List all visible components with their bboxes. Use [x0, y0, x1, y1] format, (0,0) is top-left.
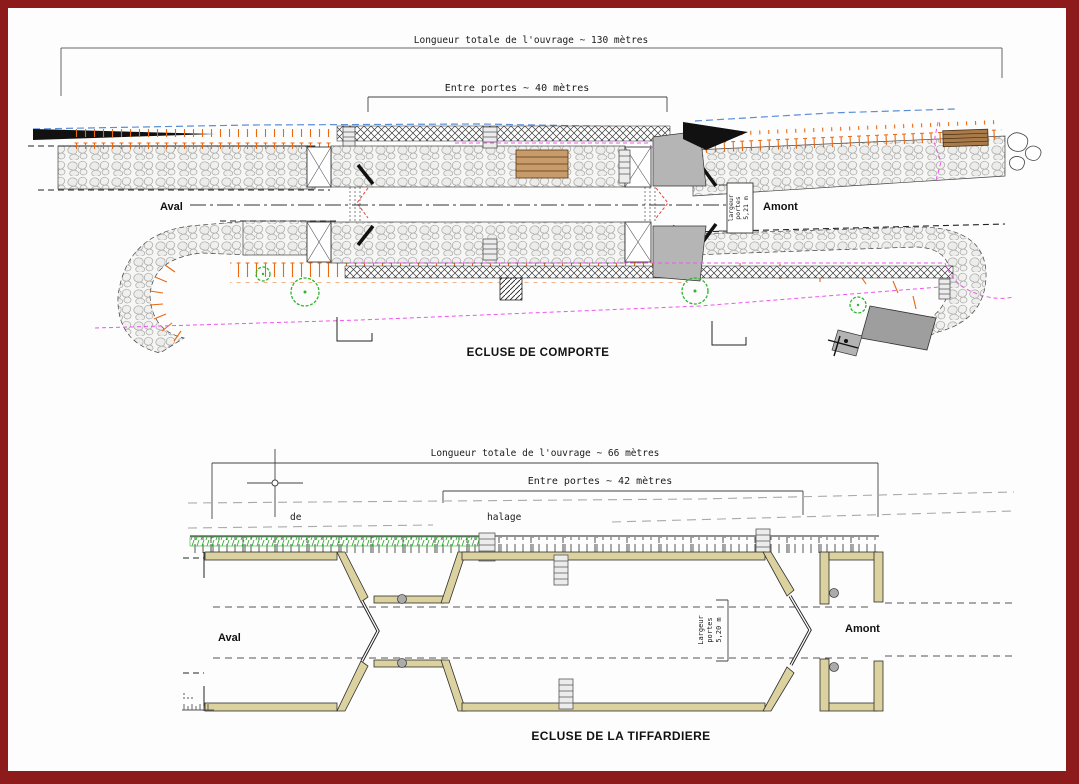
quay-ladder-icon: [756, 529, 770, 554]
hatched-square: [500, 278, 522, 300]
survey-cross-icon: [247, 449, 303, 517]
tiffardiere-walls: [183, 552, 1012, 711]
tiffardiere-dim-gates-label: Entre portes ~ 42 mètres: [527, 476, 673, 487]
towpath-label-de: de: [290, 512, 302, 523]
wood-deck-icon: [516, 150, 568, 178]
svg-text:Largeur: Largeur: [697, 615, 705, 645]
svg-text:portes: portes: [734, 196, 742, 220]
tiffardiere-aval-label: Aval: [218, 632, 241, 644]
comporte-amont-label: Amont: [763, 201, 798, 213]
svg-text:5,21 m: 5,21 m: [742, 196, 750, 220]
water-edge-right: [695, 109, 955, 121]
comporte-dim-total-label: Longueur totale de l'ouvrage ~ 130 mètres: [413, 35, 649, 46]
svg-text:largeur: largeur: [727, 194, 735, 222]
comporte-dim-gates-label: Entre portes ~ 40 mètres: [444, 83, 590, 94]
chamber-ladder-icon: [554, 555, 573, 709]
timber-stack-icon: [943, 129, 989, 147]
tiffardiere-gate-width-note: [697, 600, 728, 661]
comporte-aval-label: Aval: [160, 201, 183, 213]
rocks-icon: [1008, 133, 1041, 170]
tiffardiere-dimension-gates: [443, 475, 803, 515]
building-block: [861, 306, 936, 350]
svg-text:5,20 m: 5,20 m: [715, 617, 723, 643]
svg-text:portes: portes: [706, 617, 714, 643]
comporte-upper-bank: [28, 129, 332, 190]
comporte-title: ECLUSE DE COMPORTE: [466, 347, 610, 359]
comporte-dimension-gates: [368, 82, 667, 112]
comporte-plan: [28, 35, 1041, 359]
tiffardiere-dim-total-label: Longueur totale de l'ouvrage ~ 66 mètres: [430, 448, 660, 459]
towpath-label-halage: halage: [487, 512, 522, 523]
tiffardiere-amont-label: Amont: [845, 623, 880, 635]
tiffardiere-plan: [182, 448, 1014, 743]
building-block-small: [832, 330, 862, 356]
tiffardiere-title: ECLUSE DE LA TIFFARDIERE: [531, 729, 711, 743]
